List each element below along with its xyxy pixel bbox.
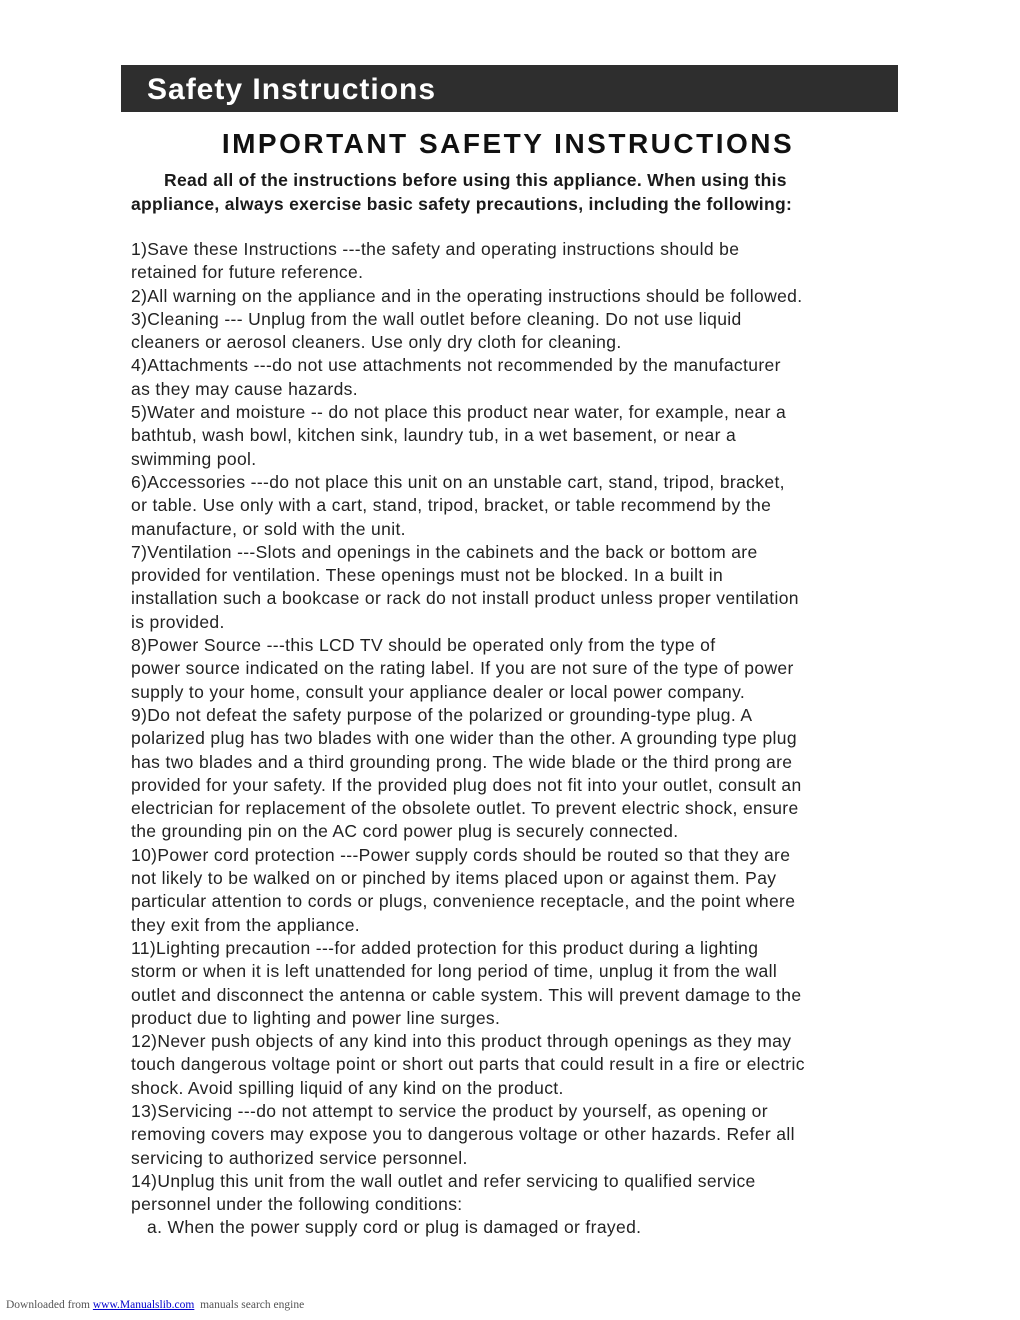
instruction-line: touch dangerous voltage point or short out parts that could result in a fire or electric <box>131 1054 805 1075</box>
instruction-line: electrician for replacement of the obsolete outlet. To prevent electric shock, ensure <box>131 798 799 819</box>
instruction-line: personnel under the following conditions: <box>131 1194 463 1215</box>
instruction-line: cleaners or aerosol cleaners. Use only dry cloth for cleaning. <box>131 332 622 353</box>
instruction-line: 14)Unplug this unit from the wall outlet and refer servicing to qualified service <box>131 1170 756 1191</box>
instruction-line: 6)Accessories ---do not place this unit on an unstable cart, stand, tripod, bracket, <box>131 471 785 492</box>
instruction-line: provided for your safety. If the provided plug does not fit into your outlet, consult an <box>131 774 802 795</box>
instruction-line: product due to lighting and power line surges. <box>131 1007 501 1028</box>
instruction-line: retained for future reference. <box>131 262 364 283</box>
instruction-line: shock. Avoid spilling liquid of any kind on the product. <box>131 1077 564 1098</box>
instruction-line: 13)Servicing ---do not attempt to service the product by yourself, as opening or <box>131 1100 768 1121</box>
instruction-line: 7)Ventilation ---Slots and openings in the cabinets and the back or bottom are <box>131 541 758 562</box>
instruction-line: 10)Power cord protection ---Power supply cords should be routed so that they are <box>131 844 791 865</box>
instruction-line: outlet and disconnect the antenna or cable system. This will prevent damage to the <box>131 984 802 1005</box>
instructions-list <box>131 238 921 1240</box>
instruction-line: not likely to be walked on or pinched by items placed upon or against them. Pay <box>131 868 777 889</box>
section-title: Safety Instructions <box>147 72 437 106</box>
footer-prefix: Downloaded from <box>6 1299 93 1311</box>
instruction-line: 1)Save these Instructions ---the safety and operating instructions should be <box>131 239 740 259</box>
instruction-line: the grounding pin on the AC cord power plug is securely connected. <box>131 821 679 842</box>
instruction-line: 5)Water and moisture -- do not place this product near water, for example, near a <box>131 402 787 423</box>
instruction-line: 12)Never push objects of any kind into this product through openings as they may <box>131 1031 792 1052</box>
instruction-line: manufacture, or sold with the unit. <box>131 518 406 539</box>
instruction-line: particular attention to cords or plugs, convenience receptacle, and the point where <box>131 891 796 912</box>
instruction-line: 9)Do not defeat the safety purpose of the polarized or grounding-type plug. A <box>131 704 753 725</box>
instruction-line: 2)All warning on the appliance and in the operating instructions should be followed. <box>131 285 803 306</box>
instruction-line: removing covers may expose you to dangerous voltage or other hazards. Refer all <box>131 1124 795 1145</box>
instruction-line: 8)Power Source ---this LCD TV should be operated only from the type of <box>131 635 716 656</box>
instruction-line: storm or when it is left unattended for long period of time, unplug it from the wall <box>131 961 778 982</box>
instruction-line: 3)Cleaning --- Unplug from the wall outlet before cleaning. Do not use liquid <box>131 308 742 329</box>
instruction-line: power source indicated on the rating label. If you are not sure of the type of power <box>131 658 794 679</box>
intro-line: Read all of the instructions before using this appliance. When using this <box>164 170 787 190</box>
intro-line: appliance, always exercise basic safety precautions, including the following: <box>131 193 793 214</box>
instruction-line: as they may cause hazards. <box>131 378 358 399</box>
instruction-line: bathtub, wash bowl, kitchen sink, laundry tub, in a wet basement, or near a <box>131 425 737 446</box>
footer-suffix: manuals search engine <box>194 1299 305 1311</box>
download-footer <box>6 1299 304 1311</box>
instruction-line: 4)Attachments ---do not use attachments not recommended by the manufacturer <box>131 355 781 376</box>
instruction-subitem: a. When the power supply cord or plug is damaged or frayed. <box>147 1217 642 1238</box>
instruction-line: 11)Lighting precaution ---for added protection for this product during a lighting <box>131 937 759 958</box>
instruction-line: is provided. <box>131 611 225 632</box>
section-header-bar <box>121 65 898 112</box>
instruction-line: servicing to authorized service personnel. <box>131 1147 468 1168</box>
instruction-line: polarized plug has two blades with one wider than the other. A grounding type plug <box>131 728 797 749</box>
instruction-line: has two blades and a third grounding prong. The wide blade or the third prong are <box>131 751 793 772</box>
instruction-line: supply to your home, consult your appliance dealer or local power company. <box>131 681 746 702</box>
instruction-line: swimming pool. <box>131 448 257 469</box>
instruction-line: provided for ventilation. These openings must not be blocked. In a built in <box>131 565 724 586</box>
instruction-line: they exit from the appliance. <box>131 914 361 935</box>
intro-paragraph <box>131 169 911 216</box>
instruction-line: or table. Use only with a cart, stand, tripod, bracket, or table recommend by the <box>131 495 772 516</box>
instruction-line: installation such a bookcase or rack do not install product unless proper ventilation <box>131 588 799 609</box>
manualslib-link[interactable]: www.Manualslib.com <box>92 1299 195 1311</box>
page-heading: IMPORTANT SAFETY INSTRUCTIONS <box>221 128 795 159</box>
